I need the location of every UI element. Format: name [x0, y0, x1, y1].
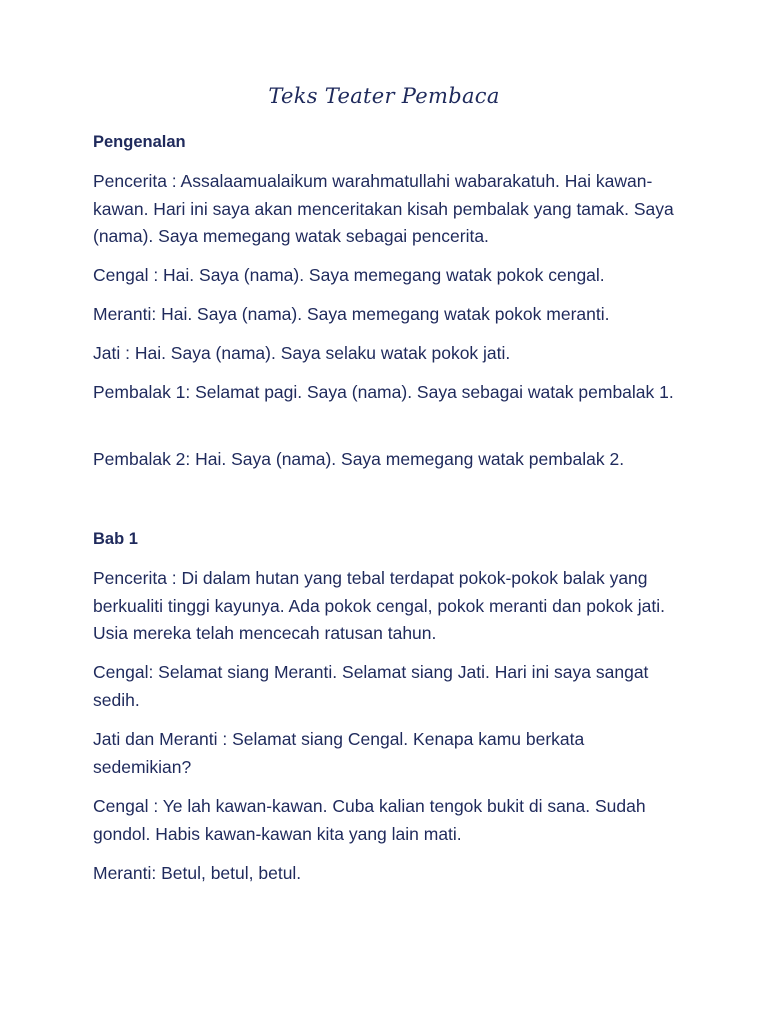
document-title: Teks Teater Pembaca: [268, 84, 500, 108]
section-heading-bab-1: Bab 1: [93, 530, 138, 548]
paragraph-cengal-bab1-2: Cengal : Ye lah kawan-kawan. Cuba kalian tengok bukit di sana. Sudah gondol. Habis kawan-kawan kita yang lain mati.: [93, 796, 646, 844]
paragraph-jati-intro: Jati : Hai. Saya (nama). Saya selaku watak pokok jati.: [93, 343, 511, 363]
paragraph-cengal-intro: Cengal : Hai. Saya (nama). Saya memegang watak pokok cengal.: [93, 265, 605, 285]
paragraph-pencerita-intro: Pencerita : Assalaamualaikum warahmatullahi wabarakatuh. Hai kawan-kawan. Hari ini saya akan menceritakan kisah pembalak yang tamak. Saya (nama). Saya memegang watak sebagai pencerita.: [93, 171, 674, 246]
section-heading-pengenalan: Pengenalan: [93, 133, 186, 151]
paragraph-jati-meranti-bab1: Jati dan Meranti : Selamat siang Cengal. Kenapa kamu berkata sedemikian?: [93, 729, 585, 777]
paragraph-pembalak1-intro: Pembalak 1: Selamat pagi. Saya (nama). Saya sebagai watak pembalak 1.: [93, 382, 674, 402]
paragraph-pembalak2-intro: Pembalak 2: Hai. Saya (nama). Saya memegang watak pembalak 2.: [93, 449, 625, 469]
paragraph-pencerita-bab1: Pencerita : Di dalam hutan yang tebal terdapat pokok-pokok balak yang berkualiti tinggi kayunya. Ada pokok cengal, pokok meranti dan pokok jati. Usia mereka telah mencecah ratusan tahun.: [93, 568, 666, 643]
paragraph-meranti-intro: Meranti: Hai. Saya (nama). Saya memegang watak pokok meranti.: [93, 304, 610, 324]
paragraph-cengal-bab1: Cengal: Selamat siang Meranti. Selamat siang Jati. Hari ini saya sangat sedih.: [93, 662, 649, 710]
paragraph-meranti-bab1: Meranti: Betul, betul, betul.: [93, 863, 302, 883]
